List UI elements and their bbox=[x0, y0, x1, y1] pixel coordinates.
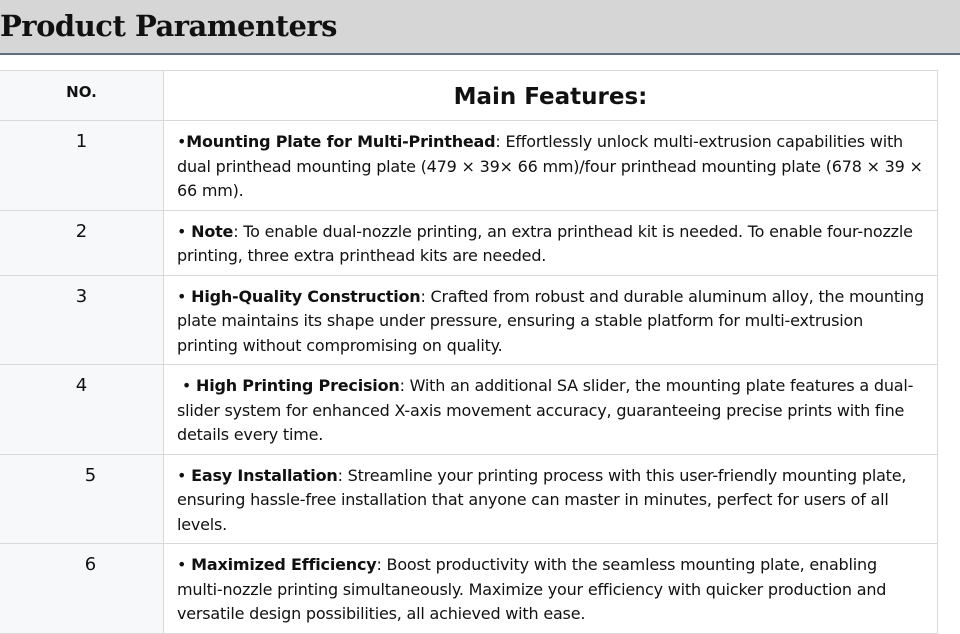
bullet: • bbox=[177, 465, 192, 485]
feature-title: Maximized Efficiency bbox=[191, 555, 377, 574]
feature-text: : Crafted from robust and durable aluminum alloy, the mounting plate maintains its shape under pressure, ensuring a stable platform for multi-extrusion printing without compromising on quality. bbox=[177, 286, 925, 355]
row-description bbox=[164, 544, 938, 634]
row-number-text: 2 bbox=[75, 220, 88, 242]
row-number bbox=[0, 210, 164, 275]
table-row bbox=[0, 210, 938, 275]
row-number-text: 3 bbox=[75, 285, 88, 307]
row-description bbox=[164, 121, 938, 211]
row-number-text: 1 bbox=[75, 131, 88, 152]
feature-title: Note bbox=[191, 221, 234, 241]
row-number bbox=[0, 275, 164, 365]
row-number-text: 4 bbox=[75, 375, 88, 396]
row-number bbox=[0, 544, 164, 634]
page-title: Product Paramenters bbox=[0, 9, 337, 43]
row-description bbox=[164, 210, 938, 275]
bullet: • bbox=[177, 555, 192, 574]
table-row bbox=[0, 454, 938, 544]
feature-title: High Printing Precision bbox=[196, 376, 400, 395]
table-row bbox=[0, 365, 938, 455]
feature-text: : Streamline your printing process with this user-friendly mounting plate, ensuring hassle-free installation that anyone can master in minutes, perfect for users of all levels. bbox=[177, 465, 907, 534]
feature-text: : With an additional SA slider, the mounting plate features a dual-slider system for enhanced X-axis movement accuracy, guaranteeing precise prints with fine details every time. bbox=[177, 376, 914, 444]
table-row bbox=[0, 121, 938, 211]
feature-title: High-Quality Construction bbox=[191, 286, 421, 306]
row-number bbox=[0, 454, 164, 544]
row-number bbox=[0, 121, 164, 211]
feature-text: : Boost productivity with the seamless mounting plate, enabling multi-nozzle printing simultaneously. Maximize your efficiency with quicker production and versatile design possibilities, all achieved with ease. bbox=[177, 555, 887, 623]
row-number-text: 6 bbox=[84, 554, 97, 575]
row-description bbox=[164, 454, 938, 544]
features-table bbox=[0, 70, 938, 634]
header-no: NO. bbox=[0, 71, 164, 121]
table-row bbox=[0, 275, 938, 365]
table-row bbox=[0, 544, 938, 634]
row-number-text: 5 bbox=[84, 464, 97, 486]
table-header-row bbox=[0, 71, 938, 121]
row-number bbox=[0, 365, 164, 455]
feature-text: : To enable dual-nozzle printing, an extra printhead kit is needed. To enable four-nozzle printing, three extra printhead kits are needed. bbox=[177, 221, 913, 265]
feature-title: Easy Installation bbox=[191, 465, 338, 485]
feature-title: Mounting Plate for Multi-Printhead bbox=[186, 132, 496, 151]
bullet: • bbox=[177, 286, 192, 306]
bullet: • bbox=[177, 376, 197, 395]
row-description bbox=[164, 365, 938, 455]
header-main-features: Main Features: bbox=[164, 71, 938, 121]
bullet: • bbox=[177, 221, 192, 241]
page-header bbox=[0, 0, 960, 55]
bullet: • bbox=[177, 132, 187, 151]
row-description bbox=[164, 275, 938, 365]
feature-text: : Effortlessly unlock multi-extrusion capabilities with dual printhead mounting plate (479 × 39× 66 mm)/four printhead mounting plate (678 × 39 × 66 mm). bbox=[177, 132, 923, 200]
